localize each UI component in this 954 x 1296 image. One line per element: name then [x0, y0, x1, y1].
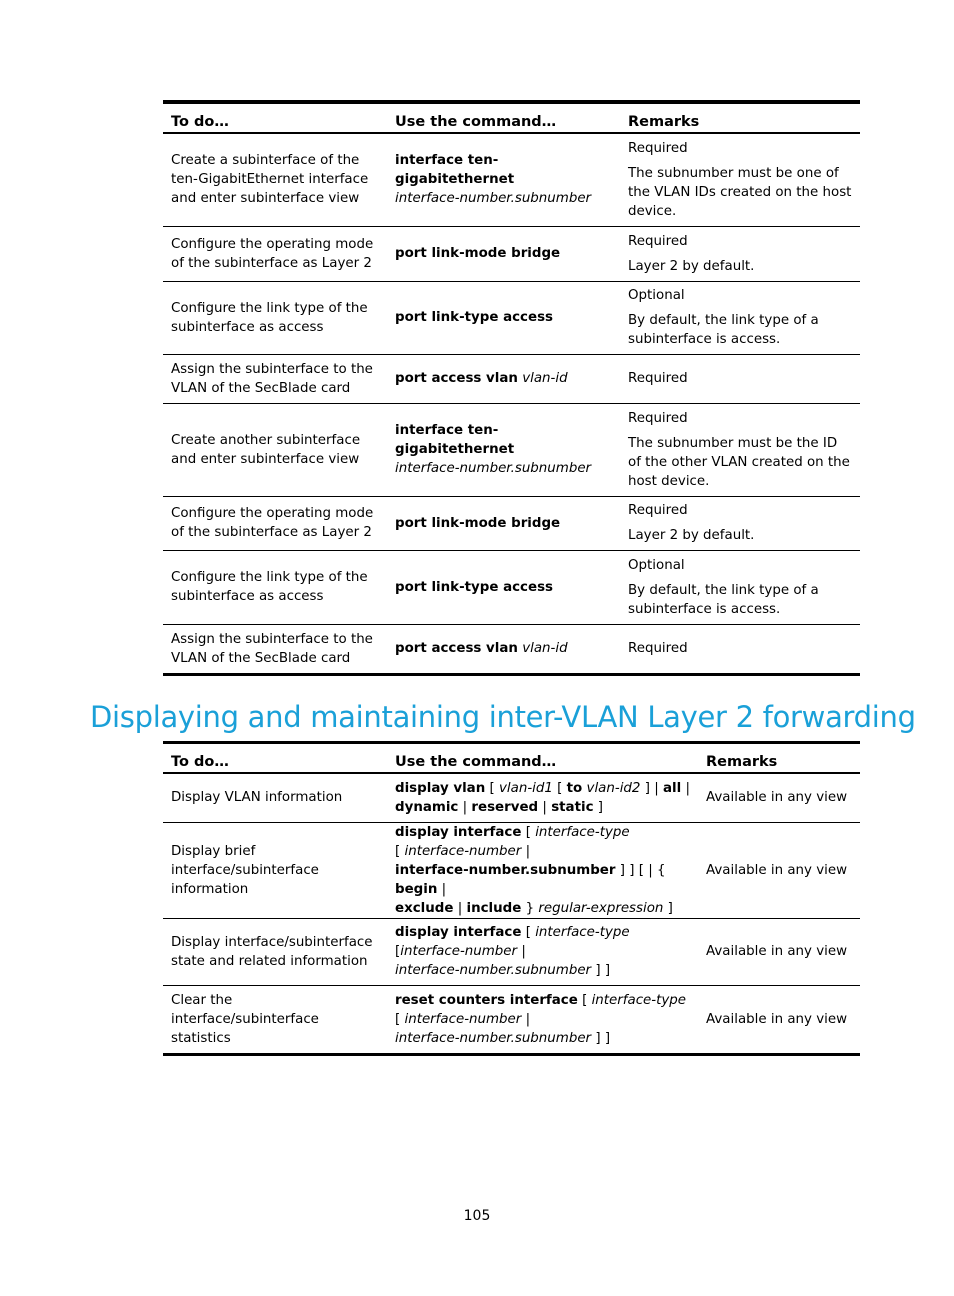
todo-cell: Configure the operating mode of the subinterface as Layer 2	[163, 226, 387, 281]
cmd-text: ]	[663, 900, 673, 916]
todo-cell: Configure the link type of the subinterface as access	[163, 550, 387, 624]
remarks-cell: Available in any view	[698, 822, 860, 918]
todo-cell: Create another subinterface and enter subinterface view	[163, 403, 387, 496]
command-cell	[387, 354, 620, 403]
remark-status: Optional	[628, 288, 685, 303]
remark-detail: The subnumber must be one of the VLAN IDs created on the host device.	[628, 165, 852, 219]
remark-status: Required	[628, 641, 688, 656]
todo-cell: Configure the operating mode of the subinterface as Layer 2	[163, 496, 387, 550]
cmd-keyword: all	[662, 780, 682, 796]
cmd-keyword: interface-number.subnumber	[395, 862, 616, 878]
cmd-arg: interface-number.subnumber	[395, 1030, 592, 1046]
cmd-keyword: reset counters interface	[395, 992, 578, 1008]
table-row	[163, 281, 860, 354]
table-row	[163, 624, 860, 674]
cmd-keyword: display vlan	[395, 780, 486, 796]
cmd-text: [	[485, 780, 499, 796]
table-row	[163, 133, 860, 226]
command-cell	[387, 281, 620, 354]
cmd-text: |	[437, 881, 447, 897]
todo-cell: Configure the link type of the subinterface as access	[163, 281, 387, 354]
remark-detail: The subnumber must be the ID of the other VLAN created on the host device.	[628, 435, 850, 489]
cmd-text: |	[458, 799, 472, 815]
remarks-cell	[620, 403, 860, 496]
table-row	[163, 773, 860, 822]
cmd-text: |	[517, 944, 526, 959]
cmd-text: |	[453, 900, 467, 916]
command-cell	[387, 403, 620, 496]
page-number: 105	[463, 1208, 491, 1224]
cmd-arg: interface-type	[591, 992, 687, 1008]
cmd-arg: interface-number	[404, 843, 522, 859]
cmd-text: [	[395, 1011, 405, 1027]
cmd-text: ]	[593, 799, 604, 815]
table-row	[163, 354, 860, 403]
cmd-text: |	[521, 843, 531, 859]
cmd-arg: interface-number.subnumber	[395, 963, 592, 978]
command-keyword: port link-mode bridge	[395, 515, 561, 531]
table-row	[163, 918, 860, 985]
command-cell	[387, 133, 620, 226]
remark-detail: Layer 2 by default.	[628, 258, 755, 274]
header-remarks: Remarks	[698, 743, 860, 774]
remarks-cell: Available in any view	[698, 773, 860, 822]
command-keyword: interface ten-gigabitethernet	[395, 423, 515, 457]
remark-detail: By default, the link type of a subinterface is access.	[628, 582, 819, 617]
command-keyword: port access vlan	[395, 641, 518, 656]
command-cell	[387, 496, 620, 550]
command-cell	[387, 773, 698, 822]
remark-status: Optional	[628, 557, 685, 573]
table-row	[163, 550, 860, 624]
todo-cell: Assign the subinterface to the VLAN of the SecBlade card	[163, 624, 387, 674]
cmd-text: [	[521, 925, 536, 940]
cmd-keyword: display interface	[395, 925, 522, 940]
cmd-text: ] ] [ | {	[615, 862, 666, 878]
cmd-keyword: to	[566, 780, 583, 796]
cmd-keyword: static	[551, 799, 594, 815]
command-keyword: interface ten-gigabitethernet	[395, 153, 515, 188]
cmd-text: [	[521, 824, 536, 840]
cmd-keyword: reserved	[471, 799, 539, 815]
table-row	[163, 985, 860, 1054]
cmd-text: |	[521, 1011, 531, 1027]
command-cell	[387, 550, 620, 624]
remarks-cell	[620, 496, 860, 550]
remarks-cell: Available in any view	[698, 918, 860, 985]
cmd-arg: interface-type	[535, 824, 630, 840]
cmd-keyword: begin	[395, 881, 438, 897]
remarks-cell	[620, 624, 860, 674]
table-header-row	[163, 743, 860, 774]
cmd-text: }	[521, 900, 539, 916]
table-row	[163, 822, 860, 918]
remarks-cell	[620, 354, 860, 403]
command-arg: interface-number.subnumber	[395, 191, 592, 207]
cmd-arg: vlan-id2	[586, 780, 641, 796]
config-table	[163, 100, 860, 676]
command-cell	[387, 226, 620, 281]
cmd-keyword: exclude	[395, 900, 454, 916]
remarks-cell: Available in any view	[698, 985, 860, 1054]
todo-cell: Display brief interface/subinterface information	[163, 822, 387, 918]
table-row	[163, 496, 860, 550]
remark-status: Required	[628, 410, 688, 426]
cmd-text: ] ]	[591, 1030, 611, 1046]
header-todo: To do…	[163, 102, 387, 133]
remark-status: Required	[628, 503, 688, 518]
todo-cell: Display interface/subinterface state and related information	[163, 918, 387, 985]
table-row	[163, 226, 860, 281]
command-keyword: port link-type access	[395, 310, 554, 325]
todo-cell: Assign the subinterface to the VLAN of the SecBlade card	[163, 354, 387, 403]
cmd-text: ] ]	[591, 963, 611, 978]
cmd-text: [	[395, 944, 401, 959]
command-cell	[387, 624, 620, 674]
cmd-text: ] |	[640, 780, 663, 796]
header-remarks: Remarks	[620, 102, 860, 133]
cmd-arg: interface-type	[535, 925, 630, 940]
cmd-arg: interface-number	[404, 1011, 522, 1027]
cmd-keyword: dynamic	[395, 799, 459, 815]
cmd-text: |	[538, 799, 552, 815]
command-arg: vlan-id	[522, 641, 568, 656]
remark-status: Required	[628, 233, 688, 249]
todo-cell: Clear the interface/subinterface statistics	[163, 985, 387, 1054]
table-row	[163, 403, 860, 496]
remarks-cell	[620, 226, 860, 281]
remark-status: Required	[628, 371, 688, 386]
remarks-cell	[620, 133, 860, 226]
cmd-arg: regular-expression	[538, 900, 664, 916]
cmd-keyword: display interface	[395, 824, 522, 840]
cmd-text: [	[552, 780, 567, 796]
cmd-text: |	[681, 780, 690, 796]
remark-status: Required	[628, 140, 688, 156]
command-keyword: port link-mode bridge	[395, 246, 561, 261]
header-command: Use the command…	[387, 102, 620, 133]
todo-cell: Display VLAN information	[163, 773, 387, 822]
todo-cell: Create a subinterface of the ten-GigabitEthernet interface and enter subinterface view	[163, 133, 387, 226]
cmd-arg: interface-number	[400, 944, 518, 959]
command-cell	[387, 822, 698, 918]
section-heading: Displaying and maintaining inter-VLAN Layer 2 forwarding	[90, 700, 916, 734]
cmd-text: [	[395, 843, 405, 859]
header-todo: To do…	[163, 743, 387, 774]
remarks-cell	[620, 281, 860, 354]
command-cell	[387, 985, 698, 1054]
remarks-cell	[620, 550, 860, 624]
command-cell	[387, 918, 698, 985]
header-command: Use the command…	[387, 743, 698, 774]
command-arg: vlan-id	[522, 371, 568, 386]
command-keyword: port link-type access	[395, 579, 554, 595]
table-header-row	[163, 102, 860, 133]
cmd-arg: vlan-id1	[498, 780, 553, 796]
remark-detail: Layer 2 by default.	[628, 528, 755, 543]
command-arg: interface-number.subnumber	[395, 461, 592, 476]
cmd-text: [	[577, 992, 592, 1008]
display-table	[163, 741, 860, 1056]
remark-detail: By default, the link type of a subinterface is access.	[628, 313, 819, 347]
cmd-keyword: include	[466, 900, 522, 916]
command-keyword: port access vlan	[395, 371, 518, 386]
